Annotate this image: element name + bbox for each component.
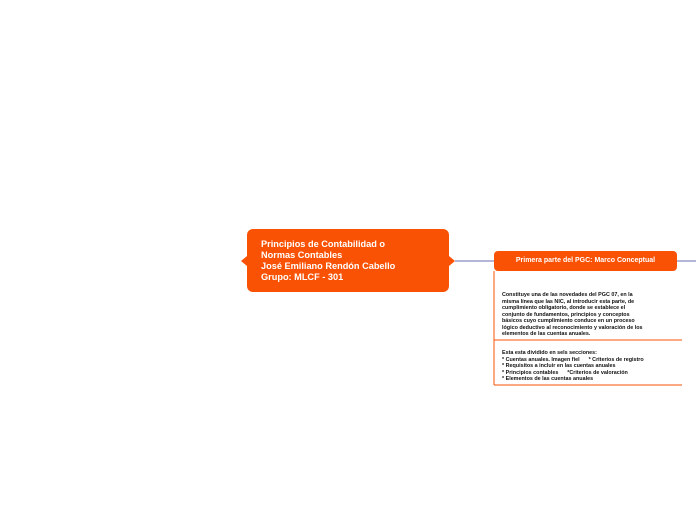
subtopic-text-line: Esta esta dividido en sels secciones:: [502, 350, 597, 356]
subtopic-text-line: cumplimiento obligatorio, donde se establece el: [502, 305, 626, 311]
main-topic-node[interactable]: [494, 251, 677, 271]
subtopic-text-line: misma línea que las NIC, al introducir esta parte, de: [502, 298, 635, 305]
subtopic-text-line: * Cuentas anuales. Imagen fiel * Criterios de registro: [502, 356, 644, 363]
subtopic-text-line: conjunto de fundamentos, principios y conceptos: [502, 311, 630, 318]
main-topic-label: Primera parte del PGC: Marco Conceptual: [515, 257, 656, 264]
subtopic-text-line: básicos cuyo cumplimiento conduce en un proceso: [502, 318, 635, 324]
subtopic-text-line: * Elementos de las cuentas anuales: [502, 376, 594, 382]
central-topic-line: José Emiliano Rendón Cabello: [261, 261, 396, 271]
central-topic-line: Normas Contables: [261, 250, 343, 260]
central-topic-line: Principios de Contabilidad o: [261, 239, 386, 249]
central-topic-node[interactable]: [247, 229, 449, 292]
subtopic-node-sections[interactable]: [502, 350, 644, 383]
subtopic-node-definition[interactable]: [502, 292, 643, 338]
central-topic-line: Grupo: MLCF - 301: [261, 272, 344, 282]
subtopic-text-line: Constituye una de las novedades del PGC 07, en la: [502, 292, 633, 298]
central-node-right-notch: [449, 256, 455, 266]
subtopic-text-line: * Principios contables *Criterios de valoración: [502, 369, 628, 376]
subtopic-text-line: lógico deductivo al reconocimiento y valoración de los: [502, 324, 643, 331]
subtopic-text-line: elementos de las cuentas anuales.: [502, 331, 591, 337]
subtopic-text-line: * Requisitos a incluir en las cuentas anuales: [502, 363, 616, 369]
